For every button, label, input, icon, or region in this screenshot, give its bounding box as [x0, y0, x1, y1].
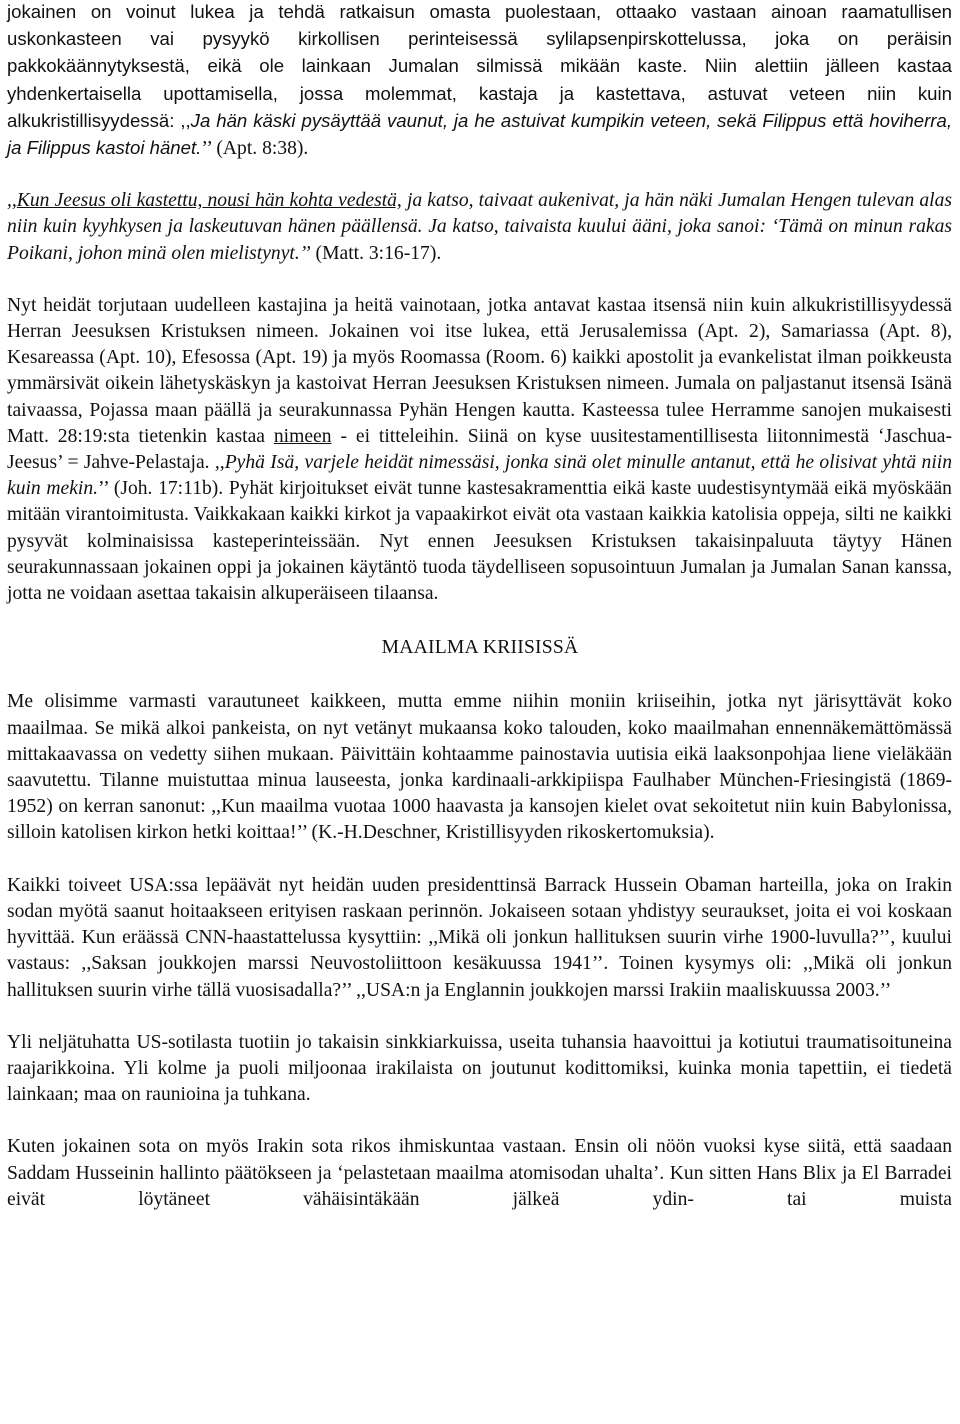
quote-mark: ,,	[214, 452, 225, 474]
paragraph-world-crisis: Me olisimme varmasti varautuneet kaikkeen, mutta emme niihin moniin kriiseihin, jotka nyt järisyttävät koko maailmaa. Se mikä alkoi pankeista, on nyt vetänyt mukaansa koko talouden, koko maailmahan ennennäkemättömässä mittakaavassa on vedetty siihen mukaan. Päivittäin kohtaamme painostavia uutisia eikä laaksonpohjaa liene vieläkään saavutettu. Tilanne muistuttaa minua lauseesta, jonka kardinaali-arkkipiispa Faulhaber München-Friesingistä (1869-1952) on kerran sanonut: ,,Kun maailma vuotaa 1000 haavasta ja kansojen kielet ovat sekoitetut niin kuin Babylonissa, silloin katolisen kirkon hetki koittaa!’’ (K.-H.Deschner, Kristillisyyden rikoskertomuksia).	[7, 691, 952, 844]
paragraph-jesus-baptism	[7, 188, 952, 267]
paragraph-gap	[0, 267, 960, 293]
quote-mark: ,,	[7, 190, 17, 212]
scripture-quote: Ja hän käski pysäyttää vaunut, ja he astuivat kumpikin veteen, sekä Filippus että hoviherra, ja Filippus kastoi hänet.	[7, 109, 952, 159]
paragraph-persecution	[7, 293, 952, 607]
paragraph-gap	[0, 162, 960, 188]
paragraph-gap	[0, 661, 960, 689]
scripture-quote: Pyhä Isä, varjele heidät nimessäsi, jonka sinä olet minulle antanut, että he olisivat yhtä niin kuin mekin.	[7, 452, 952, 500]
paragraph-text: - ei titteleihin. Siinä on kyse uusitestamentillisesta liitonnimestä ‘Jaschua-Jeesus’ = Jahve-Pelastaja.	[7, 425, 953, 474]
paragraph-baptism-immersion	[7, 0, 952, 162]
scripture-reference: (Apt. 8:38).	[211, 138, 309, 160]
paragraph-gap	[0, 607, 960, 635]
paragraph-iraq-war: Kuten jokainen sota on myös Irakin sota rikos ihmiskuntaa vastaan. Ensin oli nöön vuoksi kyse siitä, että saadaan Saddam Husseinin hallinto päätökseen ja ‘pelastetaan maailma atomisodan uhalta’. Kun sitten Hans Blix ja El Barradei eivät löytäneet vähäisintäkään jälkeä ydin- tai muista	[7, 1136, 952, 1210]
quote-mark: ’’	[201, 138, 212, 160]
paragraph-casualties: Yli neljätuhatta US-sotilasta tuotiin jo takaisin sinkkiarkuissa, useita tuhansia haavoittui ja kotiutui traumatisoituneina raajarikkoina. Yli kolme ja puoli miljoonaa irakilaista on joutunut kodittomiksi, kuinka monia tapettiin, ei tiedetä lainkaan; maa on raunioina ja tuhkana.	[7, 1031, 952, 1106]
quote-mark: ’’	[98, 478, 109, 500]
paragraph-gap	[0, 1004, 960, 1030]
scripture-quote: ja katso, taivaat aukenivat, ja hän näki Jumalan Hengen tulevan alas niin kuin kyyhkysen ja laskeutuvan hänen päällensä. Ja katso, taivaista kuului ääni, joka sanoi: ‘Tämä on minun rakas Poikani, johon minä olen mielistynyt.’’	[7, 190, 952, 264]
underlined-word: nimeen	[273, 425, 332, 447]
paragraph-gap	[0, 1108, 960, 1134]
paragraph-text: (Joh. 17:11b). Pyhät kirjoitukset eivät tunne kastesakramenttia eikä kaste uudestisyntymää eikä myöskään mitään virantoimitusta. Vaikkakaan kaikki kirkot ja vapaakirkot eivät ota vastaan kaikkia katolisia oppeja, silti ne kaikki pysyvät kolminaisissa kasteperinteissään. Nyt ennen Jeesuksen Kristuksen takaisinpaluuta täytyy Hänen seurakunnassaan jokainen oppi ja jokainen käytäntö tuoda täydelliseen sopusointuun Jumalan ja Jumalan Sanan kanssa, jotta ne voidaan asettaa takaisin alkuperäiseen tilaansa.	[7, 478, 952, 605]
section-heading: MAAILMA KRIISISSÄ	[381, 637, 579, 659]
paragraph-gap	[0, 847, 960, 873]
quote-mark: ,,	[180, 109, 191, 131]
paragraph-text: jokainen on voinut lukea ja tehdä ratkaisun omasta puolestaan, ottaako vastaan ainoan raamatullisen uskonkasteen vai pysyykö kirkollisen perinteisessä sylilapsenpirskottelussa, joka on peräisin pakkokäännytyksestä, eikä ole lainkaan Jumalan silmissä mikään kaste.	[7, 1, 952, 77]
scripture-quote-underlined: Kun Jeesus oli kastettu, nousi hän kohta vedestä,	[16, 190, 402, 212]
scripture-reference: (Matt. 3:16-17).	[310, 242, 442, 264]
paragraph-text: Nyt heidät torjutaan uudelleen kastajina ja heitä vainotaan, jotka antavat kastaa itsensä niin kuin alkukristillisyydessä Herran Jeesuksen Kristuksen nimeen. Jokainen voi itse lukea, että Jerusalemissa (Apt. 2), Samariassa (Apt. 8), Kesareassa (Apt. 10), Efesossa (Apt. 19) ja myös Roomassa (Room. 6) kaikki apostolit ja evankelistat ilman poikkeusta ymmärsivät oikein lähetyskäskyn ja kastoivat Herran Jeesuksen Kristuksen nimeen. Jumala on paljastanut itsensä Isänä taivaassa, Pojassa maan päällä ja seurakunnassa Pyhän Hengen kautta. Kasteessa tulee Herramme sanojen mukaisesti Matt. 28:19:sta tietenkin kastaa	[7, 294, 952, 447]
paragraph-usa-hopes: Kaikki toiveet USA:ssa lepäävät nyt heidän uuden presidenttinsä Barrack Hussein Obaman harteilla, joka on Irakin sodan myötä saanut hoitaakseen erityisen raskaan perinnön. Jokaiseen sotaan yhdistyy seuraukset, joita ei voi koskaan hyvittää. Kun eräässä CNN-haastattelussa kysyttiin: ,,Mikä oli jonkun hallituksen suurin virhe 1900-luvulla?’’, kuului vastaus: ,,Saksan joukkojen marssi Neuvostoliittoon kesäkuussa 1941’’. Toinen kysymys oli: ,,Mikä oli jonkun hallituksen suurin virhe tällä vuosisadalla?’’ ,,USA:n ja Englannin joukkojen marssi Irakiin maaliskuussa 2003.’’	[7, 874, 952, 1001]
paragraph-text: Niin alettiin jälleen kastaa yhdenkertaisella upottamisella, jossa molemmat, kastaja ja kastettava, astuvat veteen niin kuin alkukristillisyydessä:	[7, 55, 953, 131]
